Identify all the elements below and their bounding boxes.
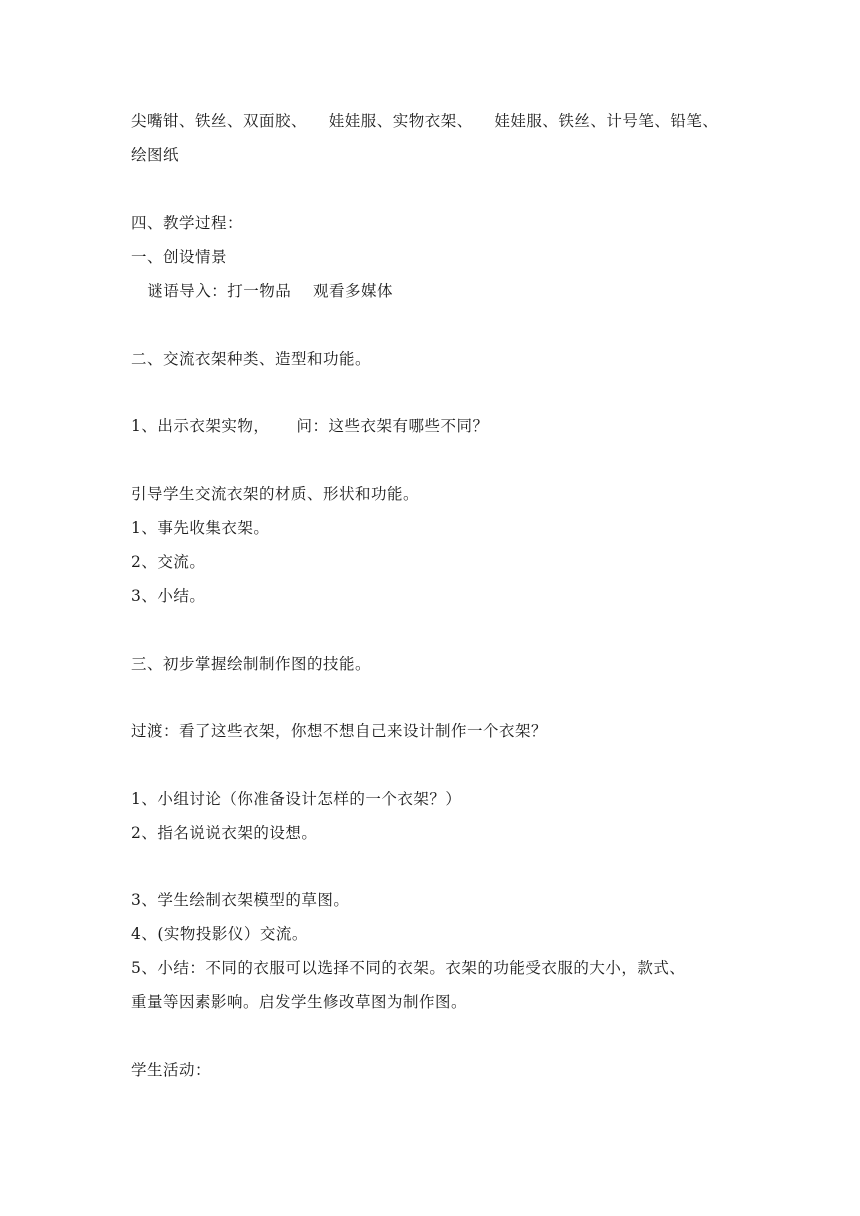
part3-step3: 3、学生绘制衣架模型的草图。 [131, 891, 350, 909]
part1-riddle: 谜语导入：打一物品 观看多媒体 [131, 282, 393, 300]
part2-heading: 二、交流衣架种类、造型和功能。 [131, 350, 372, 368]
part2-sub2: 2、交流。 [131, 553, 206, 571]
part2-sub1: 1、事先收集衣架。 [131, 519, 270, 537]
materials-line-1: 尖嘴钳、铁丝、双面胶、 娃娃服、实物衣架、 娃娃服、铁丝、计号笔、铅笔、 [131, 112, 719, 130]
part2-step1: 1、出示衣架实物， 问：这些衣架有哪些不同？ [131, 417, 489, 435]
part3-step2: 2、指名说说衣架的设想。 [131, 824, 318, 842]
section-heading-teaching-process: 四、教学过程： [131, 214, 244, 232]
part3-step5-line1: 5、小结：不同的衣服可以选择不同的衣架。衣架的功能受衣服的大小，款式、 [131, 959, 686, 977]
student-activity-heading: 学生活动： [131, 1061, 212, 1079]
part3-step4: 4、(实物投影仪）交流。 [131, 925, 308, 943]
document-page [131, 0, 751, 1216]
part3-step5-line2: 重量等因素影响。启发学生修改草图为制作图。 [131, 993, 468, 1011]
part1-heading: 一、创设情景 [131, 248, 228, 266]
part2-sub3: 3、小结。 [131, 587, 206, 605]
materials-line-2: 绘图纸 [131, 146, 180, 164]
part2-guide: 引导学生交流衣架的材质、形状和功能。 [131, 485, 420, 503]
part3-heading: 三、初步掌握绘制制作图的技能。 [131, 655, 372, 673]
part3-step1: 1、小组讨论（你准备设计怎样的一个衣架？） [131, 790, 462, 808]
part3-transition: 过渡：看了这些衣架，你想不想自己来设计制作一个衣架？ [131, 722, 548, 740]
